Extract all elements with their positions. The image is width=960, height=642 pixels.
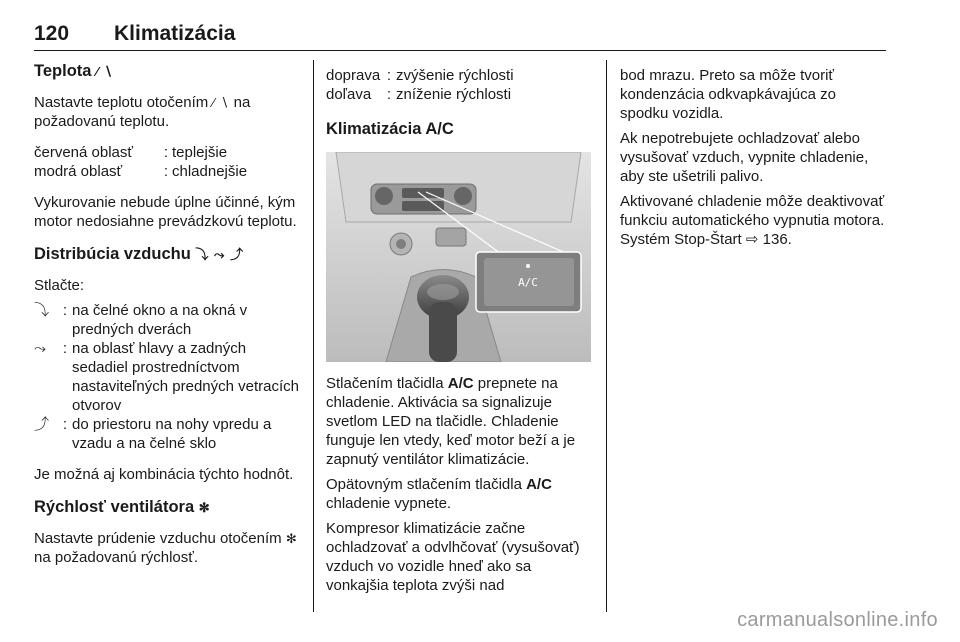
ac-heading: Klimatizácia A/C	[326, 120, 454, 138]
ac-paragraph-1: Stlačením tlačidla A/C prepnete na chladenie. Aktivácia sa signalizuje svetlom LED na tlačidle. Chladenie funguje len vtedy, keď motor beží a je zapnutý ventilátor klimatizácie.	[326, 375, 576, 468]
column-divider	[606, 60, 607, 612]
definition-row: doľava : zníženie rýchlosti	[326, 86, 512, 103]
ac-console-figure	[326, 152, 591, 362]
fan-instruction: Nastavte prúdenie vzduchu otočením ✻ na požadovanú rýchlosť.	[34, 530, 298, 566]
temperature-dial-icon: ∕ ∖	[212, 95, 230, 110]
column-3	[620, 60, 888, 249]
fan-icon: ✻	[285, 531, 298, 546]
column-2	[326, 60, 594, 595]
definition-row: červená oblasť : teplejšie	[34, 144, 228, 161]
fan-speed-heading: Rýchlosť ventilátora ✻	[34, 498, 211, 516]
page-title: Klimatizácia	[114, 22, 236, 45]
heating-note: Vykurovanie nebude úplne účinné, kým motor nedosiahne prevádzkovú teplotu.	[34, 194, 297, 230]
temperature-dial-icon: ∕ ∖	[96, 64, 114, 79]
text-paragraph-2: Ak nepotrebujete ochladzovať alebo vysušovať vzduch, vypnite chladenie, aby ste ušetrili palivo.	[620, 130, 869, 185]
temperature-heading: Teplota ∕ ∖	[34, 62, 114, 80]
fan-icon: ✻	[198, 500, 211, 515]
center-console-illustration	[326, 152, 591, 362]
definition-row: ⤴ : do priestoru na nohy vpredu a vzadu a na čelné sklo	[34, 416, 272, 452]
windscreen-airflow-icon: ⤵	[34, 302, 50, 319]
definition-row: doprava : zvýšenie rýchlosti	[326, 67, 514, 84]
definition-row: ⤵ : na čelné okno a na okná v predných dverách	[34, 302, 248, 338]
direction-definitions	[326, 66, 594, 104]
ac-paragraph-3: Kompresor klimatizácie začne ochladzovať a odvlhčovať (vysušovať) vzduch vo vozidle hneď ako sa vonkajšia teplota zvýši nad	[326, 520, 580, 594]
page-header	[34, 20, 886, 51]
distribution-definitions	[34, 301, 304, 453]
press-label: Stlačte:	[34, 277, 85, 294]
text-paragraph-1: bod mrazu. Preto sa môže tvoriť kondenzácia odkvapkávajúca zo spodku vozidla.	[620, 67, 836, 122]
column-1	[34, 60, 304, 567]
ac-button-label: A/C	[518, 276, 538, 289]
cross-reference-link[interactable]: 136.	[762, 231, 792, 248]
head-airflow-icon: ⤳	[34, 340, 47, 357]
footwell-airflow-icon: ⤴	[34, 416, 50, 433]
air-distribution-icons: ⤵ ⤳ ⤴	[195, 247, 244, 262]
combination-note: Je možná aj kombinácia týchto hodnôt.	[34, 466, 294, 483]
air-distribution-heading: Distribúcia vzduchu ⤵ ⤳ ⤴	[34, 245, 244, 263]
column-divider	[313, 60, 314, 612]
watermark: carmanualsonline.info	[737, 609, 938, 631]
ac-paragraph-2: Opätovným stlačením tlačidla A/C chladenie vypnete.	[326, 476, 552, 512]
temperature-instruction: Nastavte teplotu otočením ∕ ∖ na požadovanú teplotu.	[34, 94, 251, 130]
cross-reference-arrow-icon: ⇨	[745, 231, 759, 248]
temperature-definitions	[34, 143, 304, 181]
page-number: 120	[34, 22, 70, 45]
definition-row: ⤳ : na oblasť hlavy a zadných sedadiel prostredníctvom nastaviteľných predných vetracích otvorov	[34, 340, 299, 414]
text-paragraph-3: Aktivované chladenie môže deaktivovať funkciu automatického vypnutia motora. Systém Stop-Štart ⇨ 136.	[620, 193, 885, 248]
definition-row: modrá oblasť : chladnejšie	[34, 163, 248, 180]
